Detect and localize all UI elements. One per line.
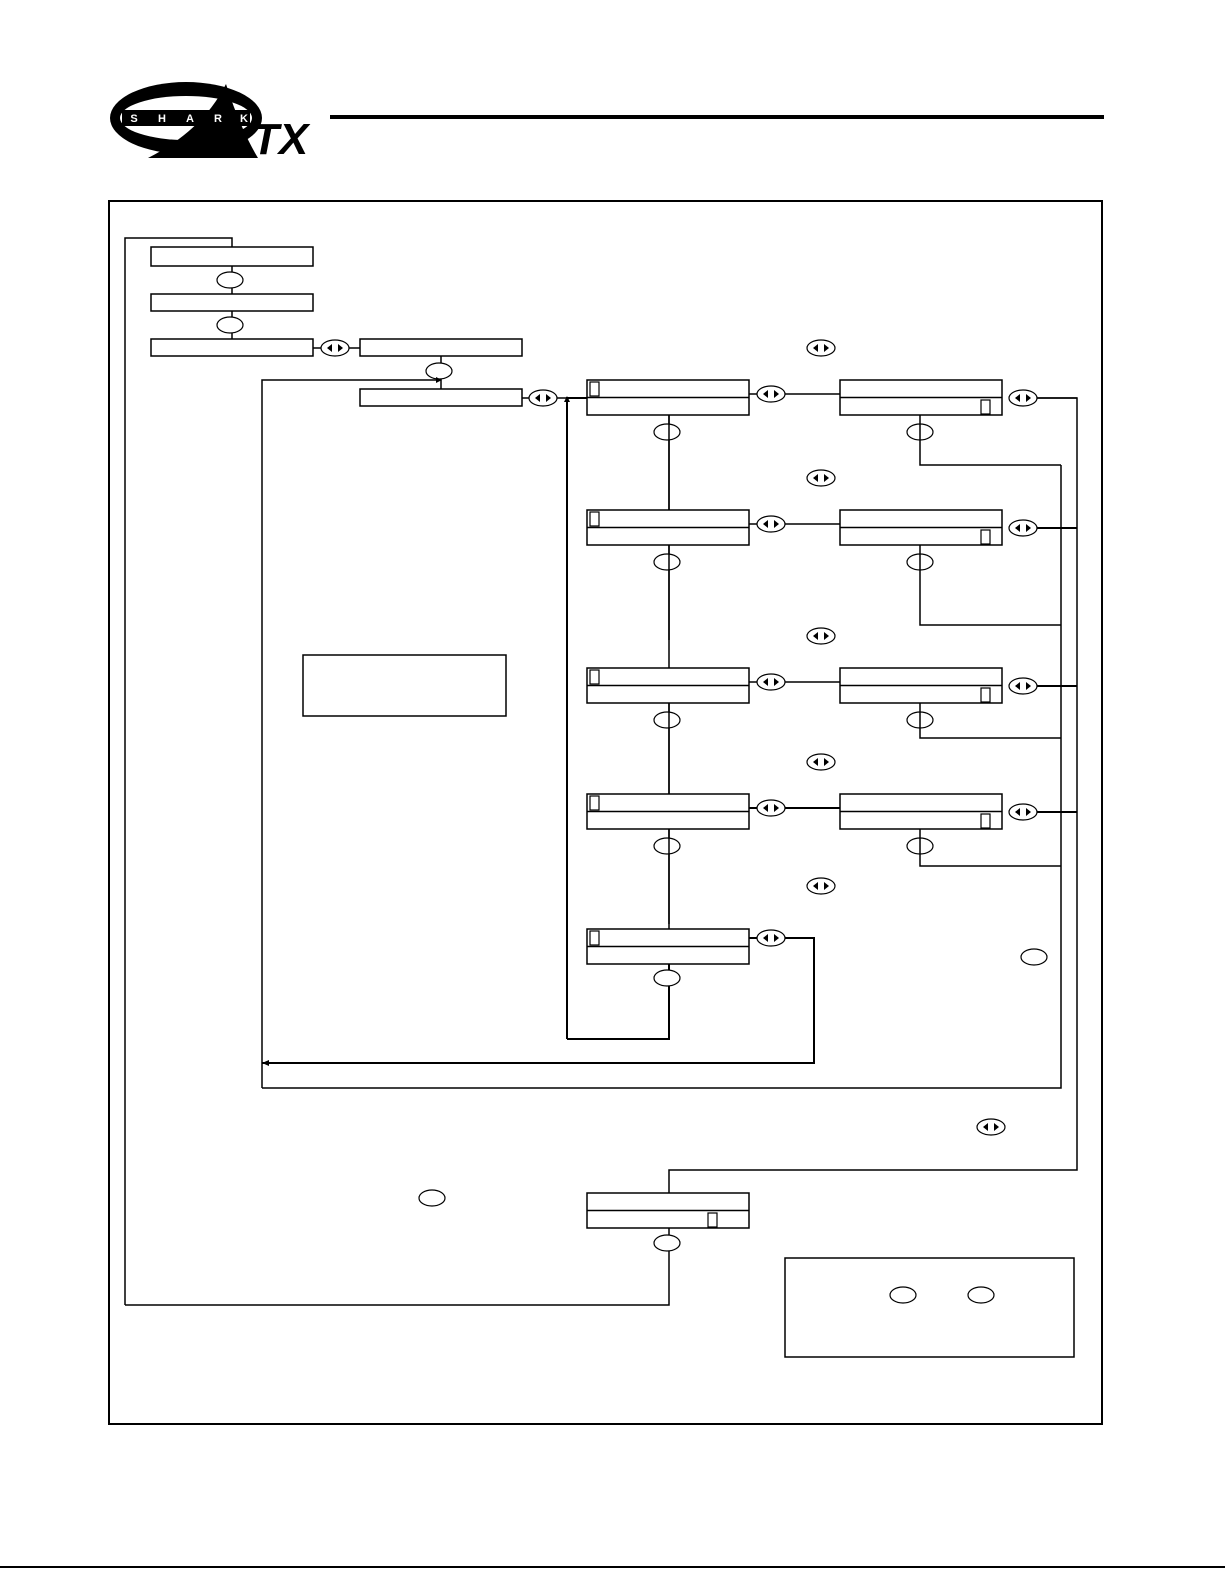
left-right-arrow-button-icon[interactable] [1009,520,1037,536]
left-right-arrow-button-icon[interactable] [757,386,785,402]
logo-suffix: TX [252,115,309,160]
left-right-arrow-button-icon[interactable] [321,340,349,356]
lcd-display [151,339,313,356]
left-right-arrow-button-icon[interactable] [757,674,785,690]
enter-button-icon[interactable] [654,712,680,728]
connector-line [920,415,1061,465]
return-loop-line [567,398,587,1039]
left-right-arrow-button-icon[interactable] [1009,678,1037,694]
left-right-arrow-button-icon[interactable] [807,628,835,644]
enter-button-icon[interactable] [968,1287,994,1303]
lcd-display [151,247,313,266]
cursor-block-icon [981,530,990,544]
enter-button-icon[interactable] [426,363,452,379]
enter-button-icon[interactable] [654,970,680,986]
enter-button-icon[interactable] [654,424,680,440]
lcd-display [151,294,313,311]
outer-loop-line [125,238,232,1305]
left-right-arrow-button-icon[interactable] [807,754,835,770]
cursor-block-icon [590,670,599,684]
cursor-block-icon [590,512,599,526]
left-right-arrow-button-icon[interactable] [757,930,785,946]
left-right-arrow-button-icon[interactable] [529,390,557,406]
enter-button-icon[interactable] [654,1235,680,1251]
left-right-arrow-button-icon[interactable] [807,878,835,894]
enter-button-icon[interactable] [654,554,680,570]
enter-button-icon[interactable] [217,317,243,333]
left-right-arrow-button-icon[interactable] [757,800,785,816]
cursor-block-icon [590,382,599,396]
logo-letter: A [186,113,194,125]
connector-line [125,1228,669,1305]
left-right-arrow-button-icon[interactable] [757,516,785,532]
connector-line [920,545,1061,625]
cursor-block-icon [708,1213,717,1227]
inner-loop-line [262,380,440,1088]
lcd-display [360,389,522,406]
enter-button-icon[interactable] [419,1190,445,1206]
cursor-block-icon [981,400,990,414]
enter-button-icon[interactable] [1021,949,1047,965]
left-right-arrow-button-icon[interactable] [1009,804,1037,820]
enter-button-icon[interactable] [654,838,680,854]
enter-button-icon[interactable] [890,1287,916,1303]
left-right-arrow-button-icon[interactable] [1009,390,1037,406]
logo-letter: R [214,113,222,125]
left-right-arrow-button-icon[interactable] [977,1119,1005,1135]
lcd-display [360,339,522,356]
enter-button-icon[interactable] [217,272,243,288]
cursor-block-icon [590,796,599,810]
left-right-arrow-button-icon[interactable] [807,470,835,486]
logo-letter: H [158,113,166,125]
cursor-block-icon [981,688,990,702]
logo-letter: K [240,113,248,125]
legend-box [785,1258,1074,1357]
footer-rule [0,1566,1225,1568]
cursor-block-icon [590,931,599,945]
connector-line [920,829,1061,866]
note-box [303,655,506,716]
bottom-loop-line [567,964,669,1039]
arrowhead-icon [262,1060,269,1066]
left-right-arrow-button-icon[interactable] [807,340,835,356]
logo-letter: S [130,113,138,125]
connector-line [920,703,1061,738]
cursor-block-icon [981,814,990,828]
